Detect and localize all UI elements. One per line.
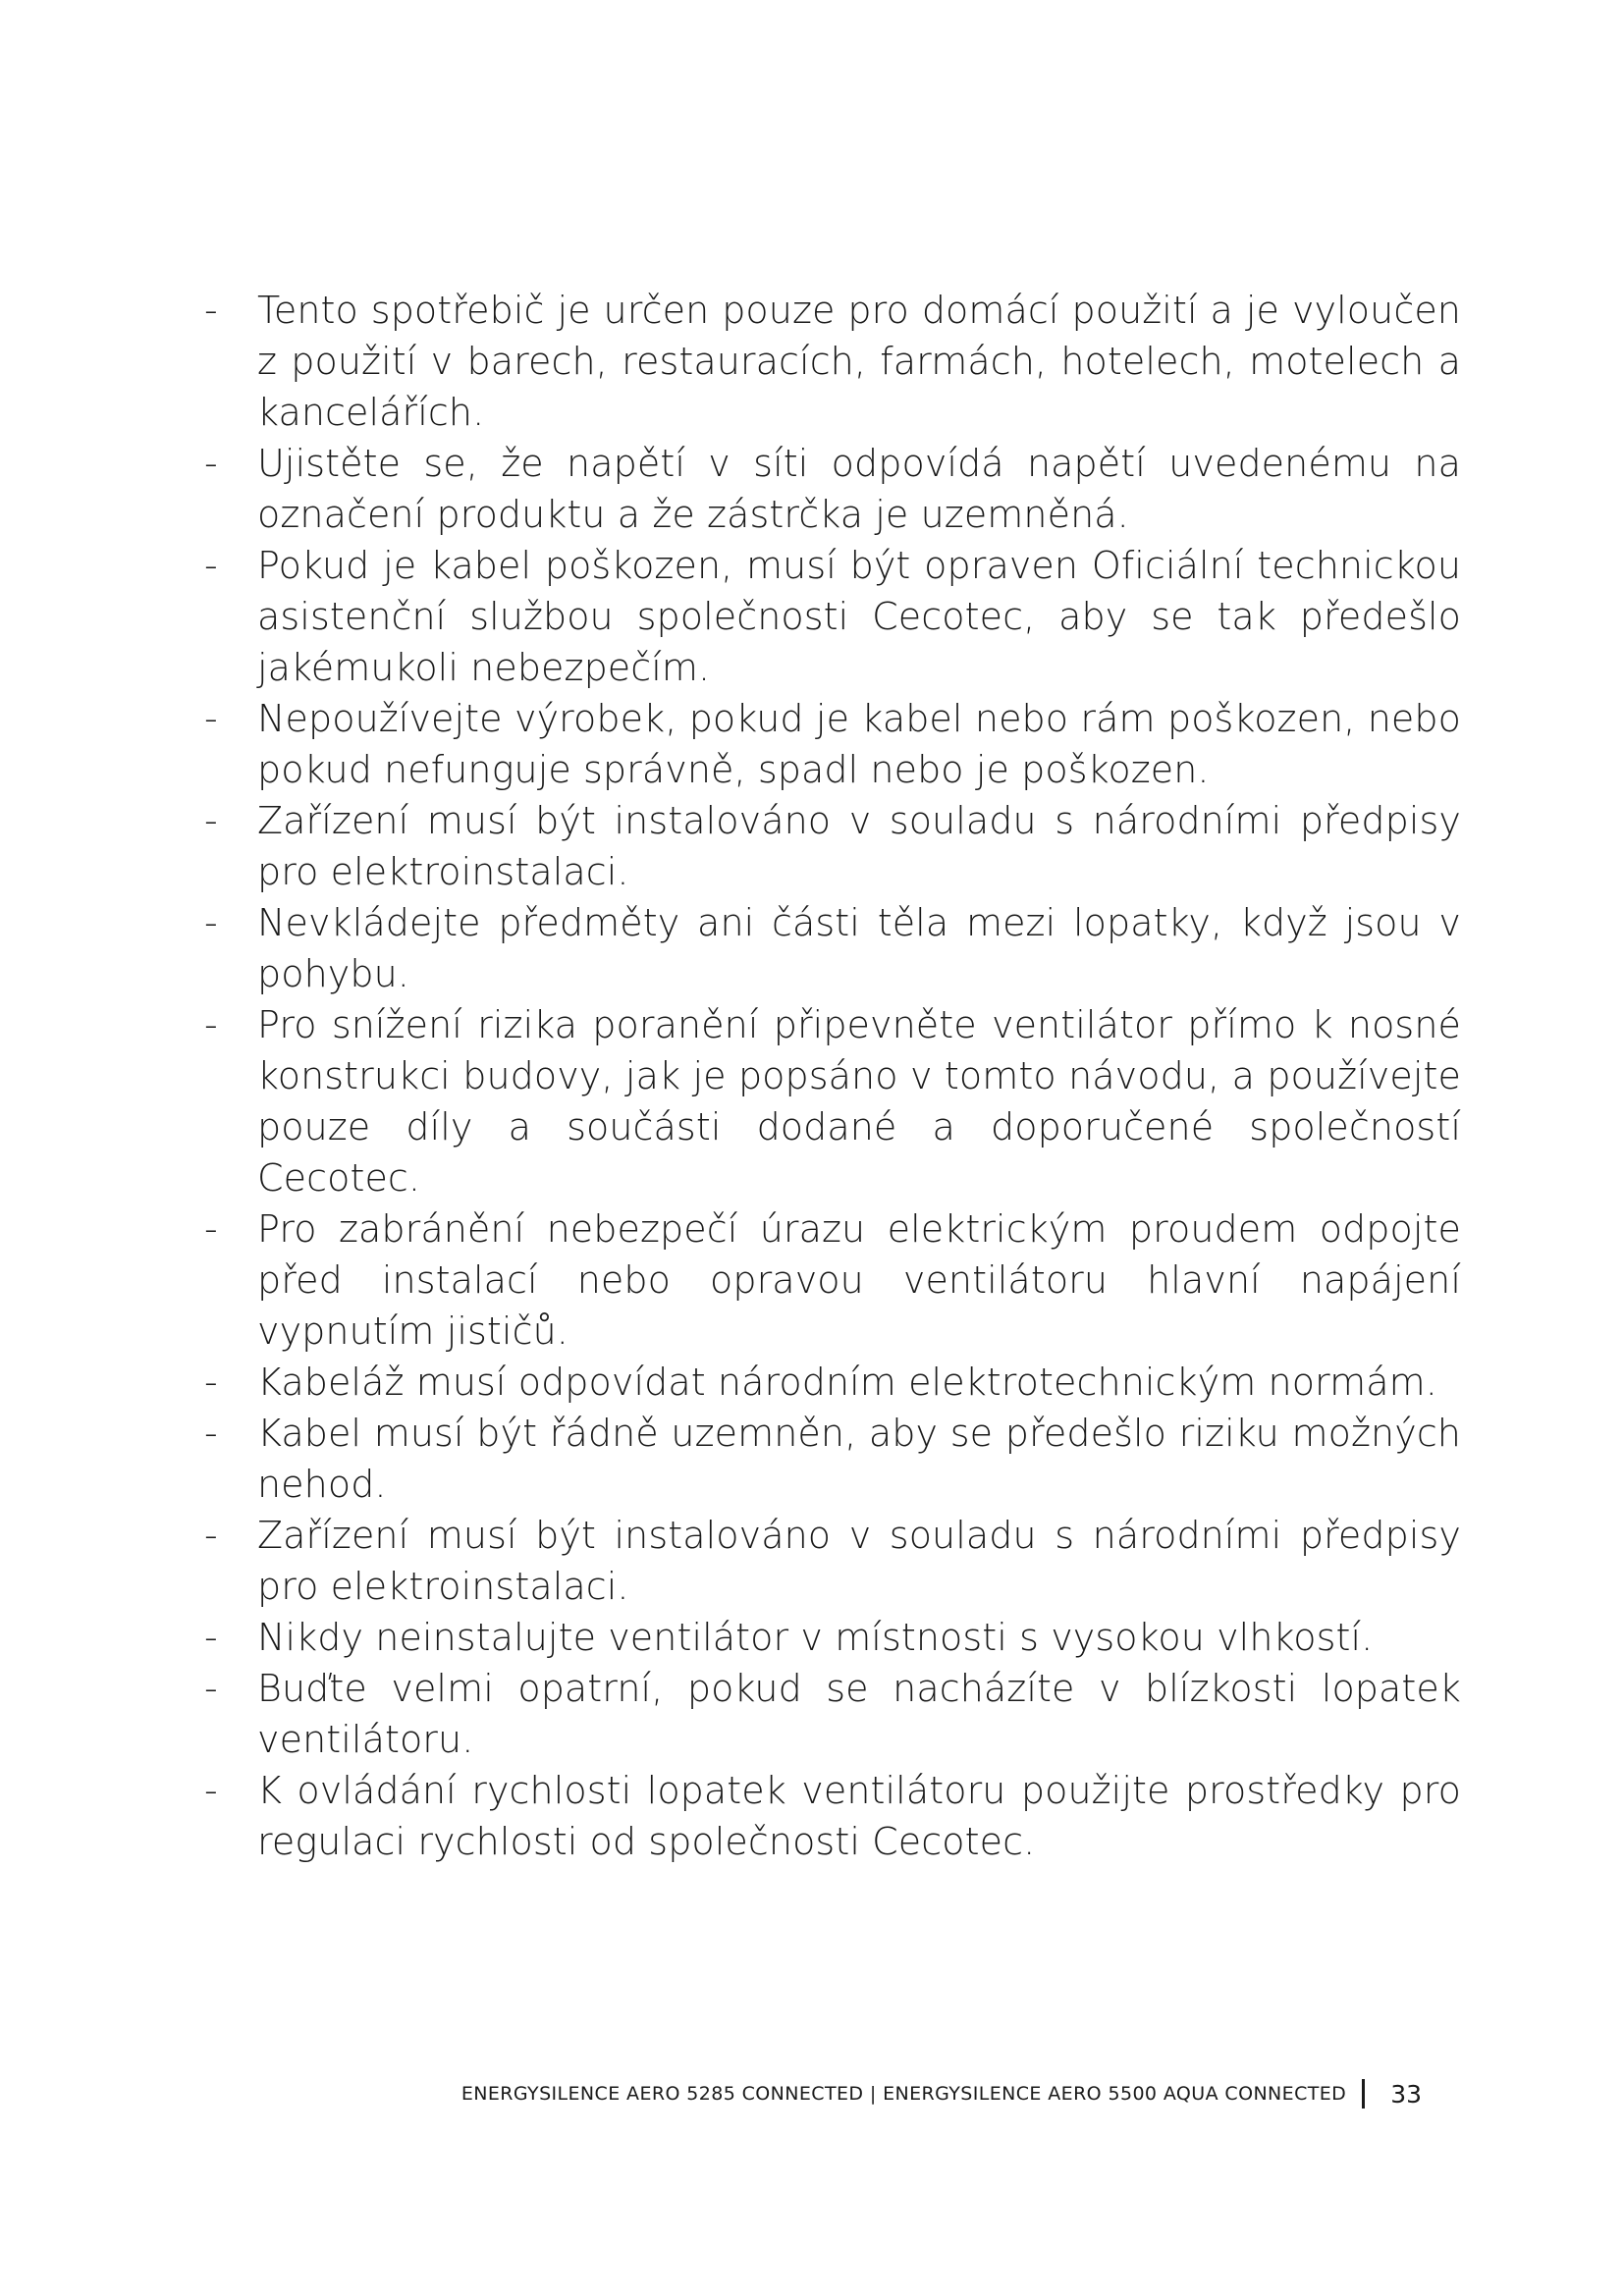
bullet-dash: - (204, 289, 218, 332)
list-item (204, 999, 1461, 1203)
list-item-text: Nevkládejte předměty ani části těla mezi lopatky, když jsou v pohybu. (257, 901, 1461, 995)
safety-instructions-list (204, 285, 1461, 1867)
bullet-dash: - (204, 1769, 218, 1812)
list-item-text: Kabel musí být řádně uzemněn, aby se předešlo riziku možných nehod. (257, 1412, 1461, 1506)
list-item-text: Zařízení musí být instalováno v souladu s národními předpisy pro elektroinstalaci. (257, 1514, 1461, 1608)
list-item-text: K ovládání rychlosti lopatek ventilátoru použijte prostředky pro regulaci rychlosti od společnosti Cecotec. (257, 1769, 1461, 1863)
bullet-dash: - (204, 544, 218, 587)
footer-model-names: ENERGYSILENCE AERO 5285 CONNECTED | ENERGYSILENCE AERO 5500 AQUA CONNECTED (460, 2083, 1347, 2105)
bullet-dash: - (204, 1412, 218, 1455)
list-item (204, 1663, 1461, 1765)
list-item-text: Tento spotřebič je určen pouze pro domácí použití a je vyloučen z použití v barech, restauracích, farmách, hotelech, motelech a kancelářích. (257, 289, 1461, 434)
document-body (204, 285, 1461, 1867)
list-item-text: Pokud je kabel poškozen, musí být opraven Oficiální technickou asistenční službou společnosti Cecotec, aby se tak předešlo jakémukoli nebezpečím. (257, 544, 1461, 689)
list-item (204, 540, 1461, 693)
bullet-dash: - (204, 697, 218, 740)
bullet-dash: - (204, 799, 218, 842)
bullet-dash: - (204, 1361, 218, 1404)
list-item-text: Ujistěte se, že napětí v síti odpovídá napětí uvedenému na označení produktu a že zástrčka je uzemněná. (257, 442, 1461, 536)
list-item-text: Nepoužívejte výrobek, pokud je kabel nebo rám poškozen, nebo pokud nefunguje správně, spadl nebo je poškozen. (257, 697, 1461, 791)
list-item-text: Pro snížení rizika poranění připevněte ventilátor přímo k nosné konstrukci budovy, jak je popsáno v tomto návodu, a používejte pouze díly a součásti dodané a doporučené společností Cecotec. (257, 1003, 1461, 1200)
list-item (204, 897, 1461, 999)
list-item (204, 1510, 1461, 1612)
list-item (204, 795, 1461, 897)
bullet-dash: - (204, 1003, 218, 1046)
list-item (204, 438, 1461, 540)
bullet-dash: - (204, 901, 218, 944)
list-item-text: Pro zabránění nebezpečí úrazu elektrickým proudem odpojte před instalací nebo opravou ventilátoru hlavní napájení vypnutím jističů. (257, 1207, 1461, 1353)
page-footer (461, 2079, 1422, 2109)
list-item-text: Nikdy neinstalujte ventilátor v místnosti s vysokou vlhkostí. (257, 1616, 1374, 1659)
bullet-dash: - (204, 1207, 218, 1251)
bullet-dash: - (204, 1667, 218, 1710)
list-item (204, 285, 1461, 438)
bullet-dash: - (204, 442, 218, 485)
list-item (204, 1612, 1461, 1663)
list-item-text: Kabeláž musí odpovídat národním elektrotechnickým normám. (257, 1361, 1437, 1404)
list-item (204, 1357, 1461, 1408)
bullet-dash: - (204, 1616, 218, 1659)
list-item-text: Buďte velmi opatrní, pokud se nacházíte v blízkosti lopatek ventilátoru. (257, 1667, 1461, 1761)
list-item (204, 693, 1461, 795)
list-item (204, 1408, 1461, 1510)
list-item (204, 1765, 1461, 1867)
list-item-text: Zařízení musí být instalováno v souladu s národními předpisy pro elektroinstalaci. (257, 799, 1461, 893)
page-number: 33 (1390, 2079, 1422, 2109)
footer-divider (1362, 2079, 1365, 2109)
bullet-dash: - (204, 1514, 218, 1557)
list-item (204, 1203, 1461, 1357)
